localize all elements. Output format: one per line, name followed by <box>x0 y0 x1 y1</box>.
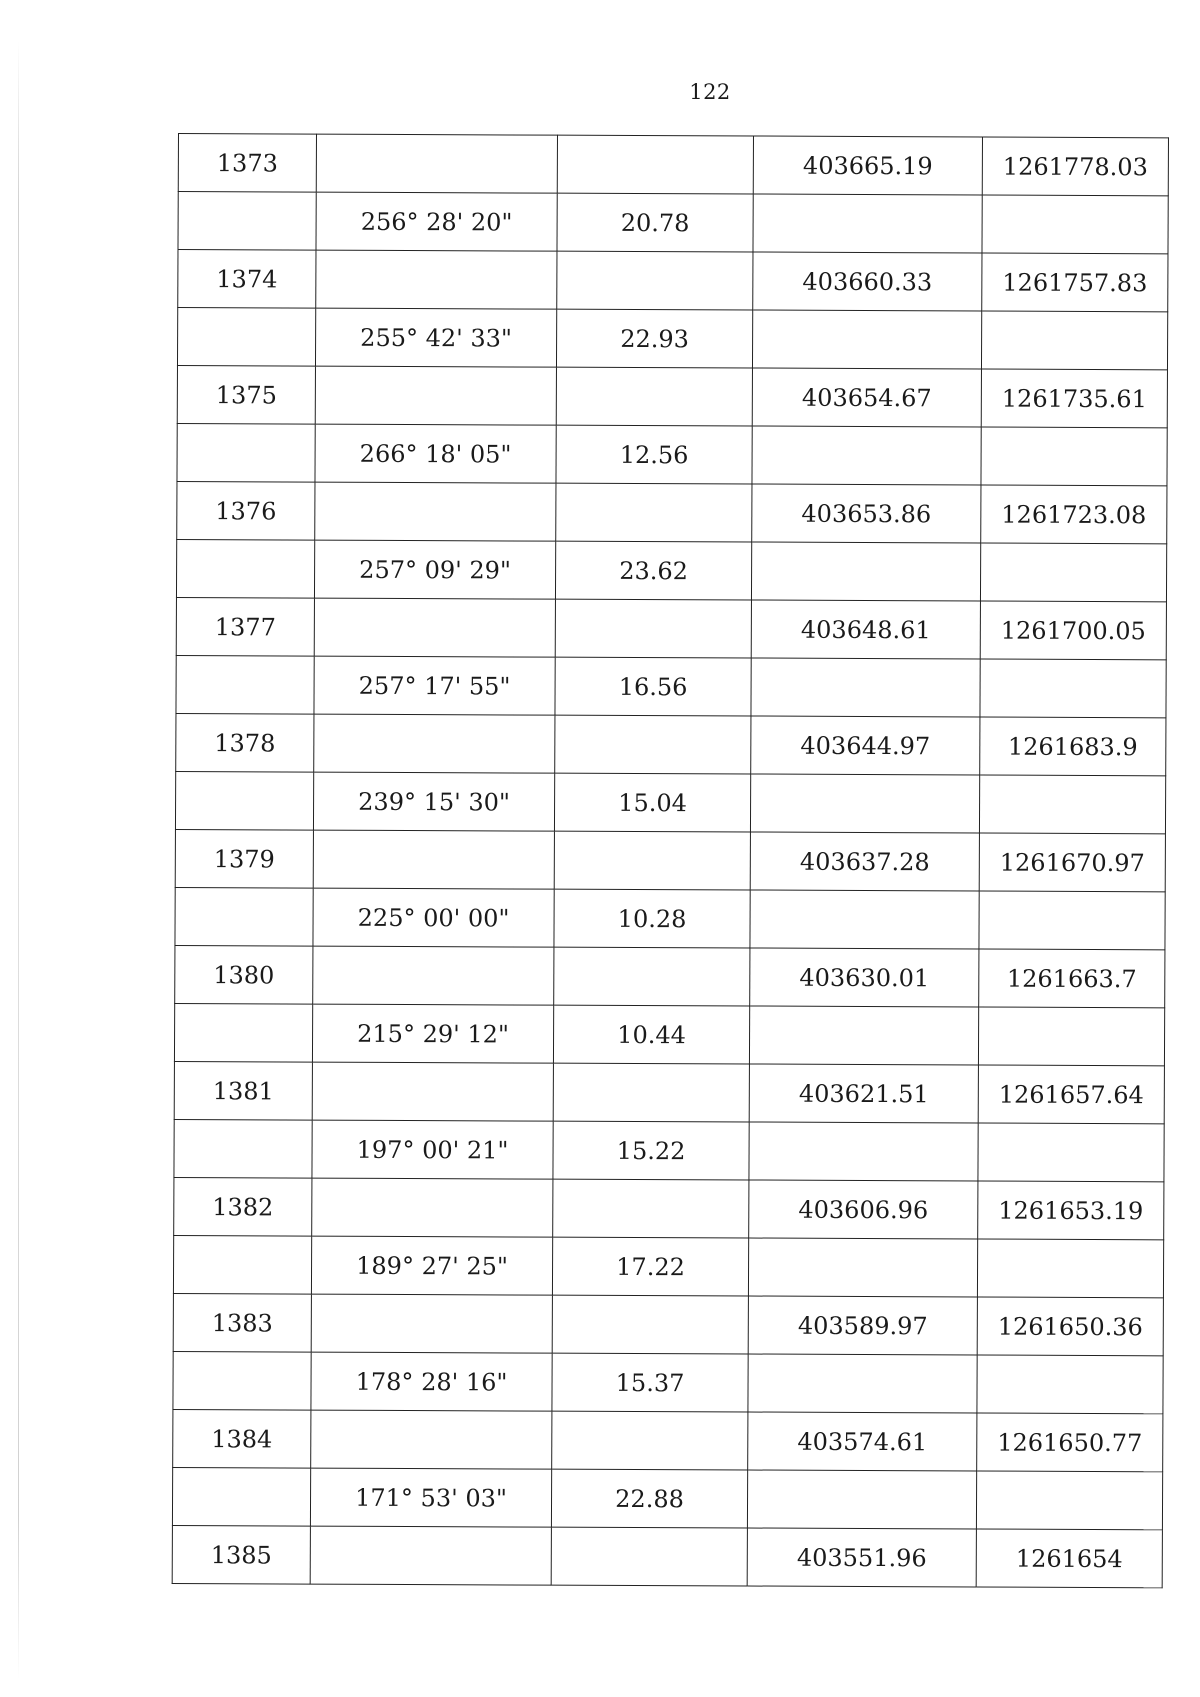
cell-bearing: 197° 00' 21" <box>312 1120 553 1179</box>
table-row <box>175 945 1165 1007</box>
cell-station: 1376 <box>177 481 315 540</box>
cell-bearing: 266° 18' 05" <box>315 424 556 483</box>
cell-northing: 403654.67 <box>752 368 981 427</box>
table-row <box>177 481 1167 543</box>
table-row <box>173 1235 1163 1297</box>
cell-northing: 403630.01 <box>750 948 979 1007</box>
cell-northing <box>751 542 980 601</box>
cell-bearing: 171° 53' 03" <box>310 1468 551 1527</box>
table-row <box>177 423 1167 485</box>
cell-easting: 1261683.9 <box>980 717 1166 776</box>
cell-northing <box>748 1238 977 1297</box>
table-row <box>178 250 1168 312</box>
cell-distance: 23.62 <box>555 541 751 600</box>
cell-station <box>176 655 314 714</box>
cell-station <box>174 1003 312 1062</box>
table-row <box>174 1177 1164 1239</box>
table-row <box>173 1293 1163 1355</box>
cell-easting <box>977 1239 1163 1298</box>
cell-distance <box>556 483 752 542</box>
cell-easting: 1261700.05 <box>980 601 1166 660</box>
cell-northing <box>749 1122 978 1181</box>
cell-station <box>172 1467 310 1526</box>
cell-easting: 1261723.08 <box>981 485 1167 544</box>
cell-easting: 1261657.64 <box>978 1065 1164 1124</box>
table-row <box>176 713 1166 775</box>
cell-easting <box>977 1355 1163 1414</box>
cell-station: 1375 <box>177 365 315 424</box>
cell-bearing <box>315 482 556 541</box>
table-row <box>175 771 1165 833</box>
survey-table-container <box>172 133 1168 1588</box>
cell-station: 1384 <box>173 1409 311 1468</box>
cell-northing: 403606.96 <box>749 1180 978 1239</box>
cell-bearing: 225° 00' 00" <box>313 888 554 947</box>
cell-northing <box>753 194 982 253</box>
cell-distance <box>554 831 750 890</box>
cell-bearing <box>312 1178 553 1237</box>
cell-distance: 17.22 <box>552 1237 748 1296</box>
cell-distance <box>551 1527 747 1586</box>
cell-northing: 403551.96 <box>747 1528 976 1587</box>
cell-easting <box>979 775 1165 834</box>
cell-northing <box>752 310 981 369</box>
cell-distance <box>553 1063 749 1122</box>
cell-bearing <box>313 946 554 1005</box>
cell-station <box>173 1235 311 1294</box>
table-row <box>173 1409 1163 1471</box>
table-row <box>174 1119 1164 1181</box>
cell-bearing <box>312 1062 553 1121</box>
cell-station <box>178 192 316 251</box>
cell-station <box>173 1351 311 1410</box>
cell-station: 1379 <box>175 829 313 888</box>
cell-northing: 403653.86 <box>752 484 981 543</box>
cell-station <box>177 423 315 482</box>
cell-distance: 15.22 <box>553 1121 749 1180</box>
cell-distance: 16.56 <box>555 657 751 716</box>
cell-distance: 15.37 <box>552 1353 748 1412</box>
cell-easting <box>979 891 1165 950</box>
cell-northing: 403665.19 <box>753 136 982 195</box>
cell-station: 1374 <box>178 250 316 309</box>
cell-station: 1383 <box>173 1293 311 1352</box>
cell-station: 1381 <box>174 1061 312 1120</box>
cell-bearing <box>314 598 555 657</box>
table-row <box>178 134 1168 196</box>
cell-bearing: 257° 09' 29" <box>314 540 555 599</box>
table-row <box>175 829 1165 891</box>
cell-easting <box>976 1471 1162 1530</box>
cell-station: 1385 <box>172 1525 310 1584</box>
cell-distance: 10.44 <box>553 1005 749 1064</box>
cell-bearing <box>313 830 554 889</box>
cell-distance: 15.04 <box>554 773 750 832</box>
cell-bearing: 189° 27' 25" <box>311 1236 552 1295</box>
cell-bearing <box>316 134 557 193</box>
cell-station <box>175 771 313 830</box>
cell-bearing: 257° 17' 55" <box>314 656 555 715</box>
cell-easting <box>981 311 1167 370</box>
cell-easting <box>978 1007 1164 1066</box>
cell-station: 1380 <box>175 945 313 1004</box>
table-row <box>173 1351 1163 1413</box>
cell-bearing: 215° 29' 12" <box>312 1004 553 1063</box>
cell-distance: 22.88 <box>551 1469 747 1528</box>
cell-station: 1382 <box>174 1177 312 1236</box>
cell-bearing <box>311 1294 552 1353</box>
table-row <box>178 192 1168 254</box>
cell-easting <box>978 1123 1164 1182</box>
table-row <box>176 539 1166 601</box>
cell-bearing <box>311 1410 552 1469</box>
page-number: 122 <box>689 80 731 104</box>
cell-station: 1378 <box>176 713 314 772</box>
cell-bearing <box>316 250 557 309</box>
cell-bearing <box>314 714 555 773</box>
cell-easting: 1261650.77 <box>977 1413 1163 1472</box>
cell-bearing: 239° 15' 30" <box>313 772 554 831</box>
cell-distance: 12.56 <box>556 425 752 484</box>
cell-distance <box>557 135 753 194</box>
survey-coordinates-table <box>172 133 1169 1588</box>
table-body <box>172 134 1168 1588</box>
cell-northing: 403637.28 <box>750 832 979 891</box>
cell-northing: 403644.97 <box>751 716 980 775</box>
cell-northing <box>751 658 980 717</box>
cell-bearing: 178° 28' 16" <box>311 1352 552 1411</box>
cell-easting: 1261735.61 <box>981 369 1167 428</box>
cell-distance <box>554 947 750 1006</box>
cell-bearing <box>310 1526 551 1585</box>
cell-station <box>174 1119 312 1178</box>
cell-easting: 1261653.19 <box>978 1181 1164 1240</box>
cell-distance <box>552 1411 748 1470</box>
cell-northing: 403589.97 <box>748 1296 977 1355</box>
cell-easting <box>980 543 1166 602</box>
cell-station: 1373 <box>178 134 316 193</box>
cell-northing: 403660.33 <box>753 252 982 311</box>
scan-edge-line <box>18 40 19 1680</box>
cell-northing: 403648.61 <box>751 600 980 659</box>
table-row <box>177 365 1167 427</box>
cell-easting: 1261654 <box>976 1529 1162 1588</box>
cell-station: 1377 <box>176 597 314 656</box>
cell-distance <box>552 1295 748 1354</box>
cell-easting: 1261663.7 <box>979 949 1165 1008</box>
cell-northing: 403574.61 <box>748 1412 977 1471</box>
cell-distance <box>553 1179 749 1238</box>
cell-bearing: 255° 42' 33" <box>315 308 556 367</box>
cell-distance <box>556 367 752 426</box>
cell-northing <box>750 774 979 833</box>
table-row <box>172 1525 1162 1587</box>
cell-northing <box>748 1354 977 1413</box>
cell-easting: 1261670.97 <box>979 833 1165 892</box>
table-row <box>176 655 1166 717</box>
cell-distance <box>555 715 751 774</box>
cell-station <box>175 887 313 946</box>
cell-easting <box>982 195 1168 254</box>
table-row <box>176 597 1166 659</box>
cell-northing: 403621.51 <box>749 1064 978 1123</box>
cell-distance: 10.28 <box>554 889 750 948</box>
cell-northing <box>749 1006 978 1065</box>
cell-northing <box>750 890 979 949</box>
cell-northing <box>752 426 981 485</box>
cell-station <box>177 308 315 367</box>
cell-bearing <box>315 366 556 425</box>
cell-distance: 20.78 <box>557 193 753 252</box>
cell-distance <box>557 251 753 310</box>
table-row <box>174 1003 1164 1065</box>
table-row <box>175 887 1165 949</box>
cell-easting: 1261650.36 <box>977 1297 1163 1356</box>
table-row <box>172 1467 1162 1529</box>
cell-easting: 1261778.03 <box>982 137 1168 196</box>
cell-distance <box>555 599 751 658</box>
table-row <box>177 308 1167 370</box>
cell-station <box>176 539 314 598</box>
cell-bearing: 256° 28' 20" <box>316 192 557 251</box>
cell-northing <box>747 1470 976 1529</box>
cell-distance: 22.93 <box>556 309 752 368</box>
cell-easting <box>980 659 1166 718</box>
cell-easting <box>981 427 1167 486</box>
table-row <box>174 1061 1164 1123</box>
cell-easting: 1261757.83 <box>982 253 1168 312</box>
